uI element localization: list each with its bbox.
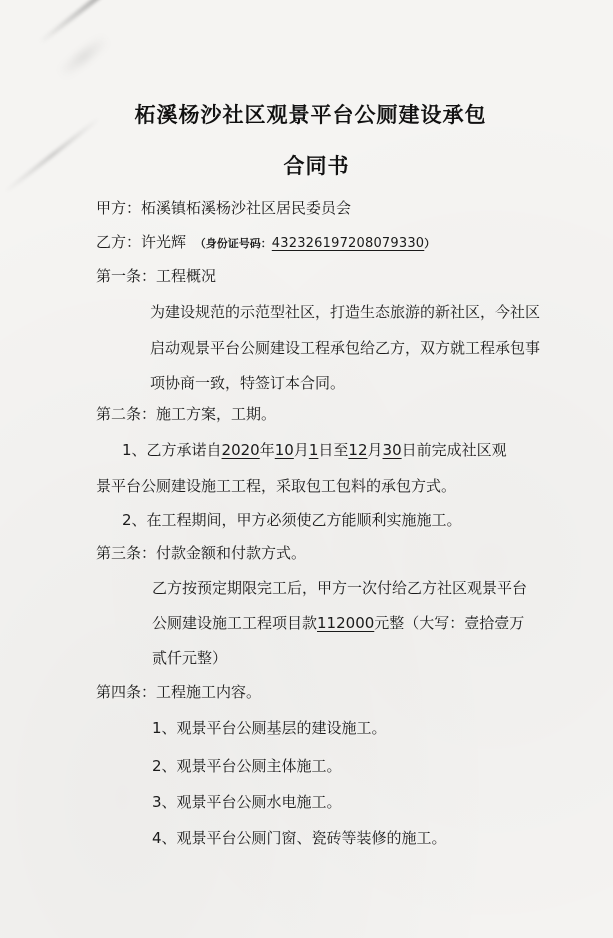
text-span: 1、乙方承诺自 bbox=[122, 441, 222, 459]
text-span: 月 bbox=[367, 441, 383, 459]
text-span: 年 bbox=[259, 441, 275, 459]
article-1-line: 项协商一致，特签订本合同。 bbox=[150, 374, 346, 392]
article-3-heading: 第三条：付款金额和付款方式。 bbox=[96, 544, 307, 562]
article-3-line: 贰仟元整） bbox=[152, 649, 228, 667]
id-label: （身份证号码： bbox=[194, 237, 272, 250]
document-title: 柘溪杨沙社区观景平台公厕建设承包 bbox=[134, 103, 487, 127]
filled-month: 12 bbox=[348, 441, 368, 459]
text-span: 元整（大写：壹拾壹万 bbox=[374, 614, 525, 632]
article-3-line bbox=[152, 613, 524, 633]
text-span: 日至 bbox=[318, 441, 349, 459]
text-span: 日前完成社区观 bbox=[401, 441, 507, 459]
article-4-item: 3、观景平台公厕水电施工。 bbox=[152, 793, 342, 811]
article-4-item: 2、观景平台公厕主体施工。 bbox=[152, 757, 342, 775]
text-span: 公厕建设施工工程项目款 bbox=[152, 614, 318, 632]
article-1-heading: 第一条：工程概况 bbox=[96, 267, 217, 285]
article-4-heading: 第四条：工程施工内容。 bbox=[96, 683, 262, 701]
article-2-heading: 第二条：施工方案，工期。 bbox=[96, 405, 277, 423]
article-2-item-1-cont: 景平台公厕建设施工工程，采取包工包料的承包方式。 bbox=[96, 477, 457, 495]
filled-year: 2020 bbox=[221, 441, 260, 459]
article-2-item-1 bbox=[122, 440, 507, 460]
id-number: 432326197208079330 bbox=[271, 236, 425, 251]
article-1-line: 为建设规范的示范型社区，打造生态旅游的新社区，今社区 bbox=[150, 303, 541, 321]
party-b-name: 乙方：许光辉 bbox=[96, 233, 187, 251]
article-4-item: 4、观景平台公厕门窗、瓷砖等装修的施工。 bbox=[152, 829, 447, 847]
document-subtitle: 合同书 bbox=[283, 154, 350, 178]
filled-month: 10 bbox=[274, 441, 294, 459]
payment-amount: 112000 bbox=[317, 614, 375, 632]
article-1-line: 启动观景平台公厕建设工程承包给乙方，双方就工程承包事 bbox=[150, 339, 541, 357]
party-a: 甲方：柘溪镇柘溪杨沙社区居民委员会 bbox=[96, 199, 352, 217]
party-b bbox=[96, 232, 435, 254]
article-3-line: 乙方按预定期限完工后，甲方一次付给乙方社区观景平台 bbox=[152, 579, 528, 597]
article-2-item-2: 2、在工程期间，甲方必须使乙方能顺利实施施工。 bbox=[122, 511, 462, 529]
text-span: 月 bbox=[293, 441, 309, 459]
article-4-item: 1、观景平台公厕基层的建设施工。 bbox=[152, 719, 387, 737]
scan-artifact bbox=[57, 34, 110, 79]
id-close: ） bbox=[424, 237, 436, 250]
filled-day: 1 bbox=[308, 441, 319, 459]
filled-day: 30 bbox=[382, 441, 402, 459]
